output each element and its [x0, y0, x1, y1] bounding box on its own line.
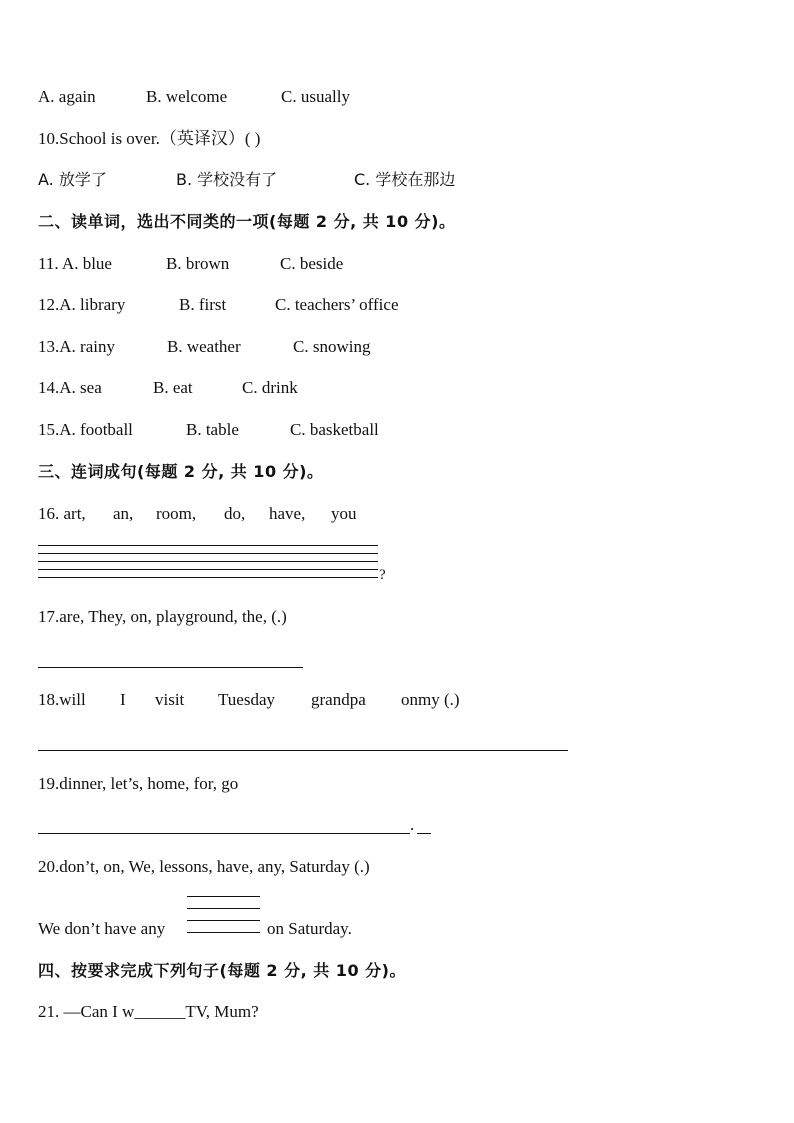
q19-period: . — [410, 815, 415, 834]
q16-answer-line[interactable] — [38, 569, 378, 570]
q13-option-a: 13.A. rainy — [38, 337, 115, 356]
q11-option-b: B. brown — [166, 254, 230, 273]
q11-option-c: C. beside — [280, 254, 344, 273]
q20-blank-line[interactable] — [187, 896, 260, 897]
q15-option-c: C. basketball — [290, 420, 379, 439]
q18-word: I — [120, 690, 126, 709]
q10-stem: 10.School is over.（英译汉）( ) — [38, 129, 261, 148]
q20-stem: 20.don’t, on, We, lessons, have, any, Saturday (.) — [38, 857, 370, 876]
q18-word: Tuesday — [218, 690, 275, 709]
q16-word: room, — [156, 504, 197, 523]
section-4-title: 四、按要求完成下列句子(每题 2 分, 共 10 分)。 — [38, 961, 406, 980]
q15-option-b: B. table — [186, 420, 239, 439]
q13-option-b: B. weather — [167, 337, 241, 356]
q18-word: onmy (.) — [401, 690, 460, 709]
q9-option-b: B. welcome — [146, 87, 228, 106]
q17-stem: 17.are, They, on, playground, the, (.) — [38, 607, 287, 626]
q10-option-a: A. 放学了 — [38, 170, 107, 189]
q20-blank-line[interactable] — [187, 920, 260, 921]
q12-option-c: C. teachers’ office — [275, 295, 399, 314]
q16-answer-line[interactable] — [38, 545, 378, 546]
q14-option-b: B. eat — [153, 378, 193, 397]
section-2-title: 二、读单词，选出不同类的一项(每题 2 分, 共 10 分)。 — [38, 212, 456, 231]
q16-word: do, — [224, 504, 246, 523]
q20-sentence-prefix: We don’t have any — [38, 919, 166, 938]
q16-answer-line[interactable] — [38, 553, 378, 554]
q16-answer-line[interactable] — [38, 561, 378, 562]
q20-sentence-suffix: on Saturday. — [267, 919, 352, 938]
q15-option-a: 15.A. football — [38, 420, 133, 439]
q14-option-c: C. drink — [242, 378, 298, 397]
q18-word: 18.will — [38, 690, 86, 709]
q16-word: 16. art, — [38, 504, 86, 523]
q9-option-c: C. usually — [281, 87, 350, 106]
q19-answer-line[interactable] — [38, 833, 410, 834]
q16-question-mark: ? — [379, 567, 386, 583]
q16-word: an, — [113, 504, 134, 523]
q10-option-b: B. 学校没有了 — [176, 170, 278, 189]
q18-word: visit — [155, 690, 185, 709]
q20-blank-line[interactable] — [187, 908, 260, 909]
q10-option-c: C. 学校在那边 — [354, 170, 456, 189]
q11-option-a: 11. A. blue — [38, 254, 112, 273]
q16-word: you — [331, 504, 357, 523]
q16-answer-line[interactable] — [38, 577, 378, 578]
q17-answer-line[interactable] — [38, 667, 303, 668]
q12-option-b: B. first — [179, 295, 227, 314]
q12-option-a: 12.A. library — [38, 295, 126, 314]
q9-option-a: A. again — [38, 87, 96, 106]
q21-stem: 21. —Can I w______TV, Mum? — [38, 1002, 259, 1021]
q19-stem: 19.dinner, let’s, home, for, go — [38, 774, 239, 793]
q13-option-c: C. snowing — [293, 337, 371, 356]
q19-answer-line-tail — [417, 833, 431, 834]
q14-option-a: 14.A. sea — [38, 378, 102, 397]
q18-word: grandpa — [311, 690, 366, 709]
q18-answer-line[interactable] — [38, 750, 568, 751]
q16-word: have, — [269, 504, 306, 523]
section-3-title: 三、连词成句(每题 2 分, 共 10 分)。 — [38, 462, 324, 481]
q20-blank-line[interactable] — [187, 932, 260, 933]
